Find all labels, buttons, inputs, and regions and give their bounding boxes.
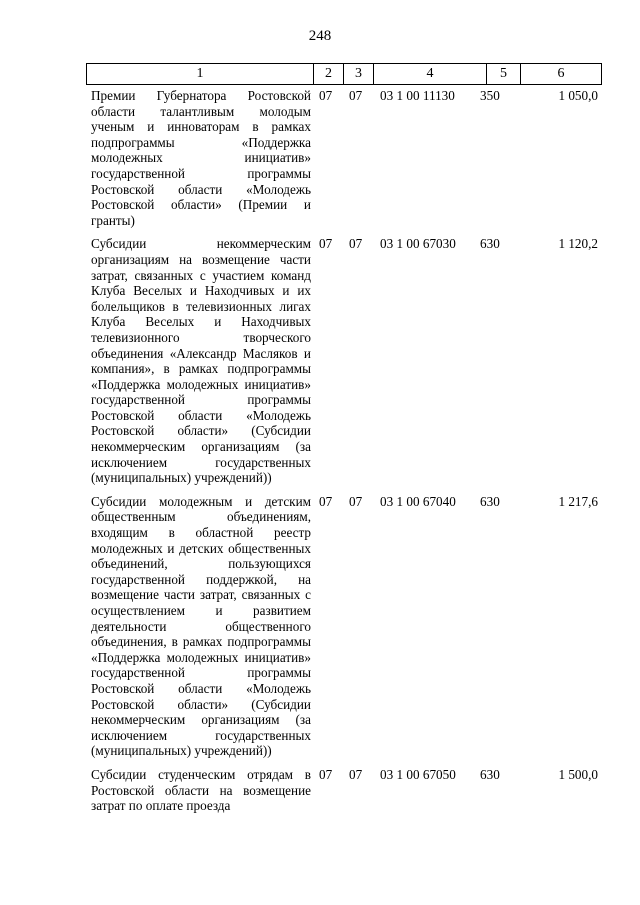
row-target-article: 03 1 00 11130 <box>380 88 455 103</box>
budget-rows <box>86 88 601 822</box>
row-section: 07 <box>319 88 333 103</box>
row-amount: 1 500,0 <box>558 766 598 782</box>
budget-row <box>86 236 601 486</box>
row-description: Субсидии студенческим отрядам в Ростовской области на возмещение затрат по оплате проезда <box>91 766 311 814</box>
row-expense-type: 350 <box>480 88 500 103</box>
column-header-1: 1 <box>87 64 314 85</box>
row-description: Субсидии некоммерческим организациям на возмещение части затрат, связанных с участием команд Клуба Веселых и Находчивых и их болельщиков в телевизионных лигах Клуба Веселых и Находчивых телевизионного творческого объединения «Александр Масляков и компания», в рамках подпрограммы «Поддержка молодежных инициатив» государственной программы Ростовской области «Молодежь Ростовской области» (Субсидии некоммерческим организациям (за исключением государственных (муниципальных) учреждений)) <box>91 236 311 486</box>
column-header-row <box>87 64 602 85</box>
row-expense-type: 630 <box>480 236 500 252</box>
row-section: 07 <box>319 236 333 252</box>
budget-row <box>86 88 601 228</box>
row-expense-type: 630 <box>480 493 500 509</box>
column-header-2: 2 <box>314 64 344 85</box>
column-header-3: 3 <box>344 64 374 85</box>
row-subsection: 07 <box>349 236 363 252</box>
row-subsection: 07 <box>349 766 363 782</box>
column-header-table <box>86 63 602 85</box>
page-number: 248 <box>308 28 332 44</box>
budget-row <box>86 767 601 814</box>
row-description: Премии Губернатора Ростовской области талантливым молодым ученым и инноваторам в рамках подпрограммы «Поддержка молодежных инициатив» государственной программы Ростовской области «Молодежь Ростовской области» (Премии и гранты) <box>91 88 311 228</box>
row-target-article: 03 1 00 67040 <box>380 493 456 509</box>
row-target-article: 03 1 00 67050 <box>380 766 456 782</box>
budget-row <box>86 494 601 759</box>
column-header-5: 5 <box>487 64 521 85</box>
row-expense-type: 630 <box>480 766 500 782</box>
row-subsection: 07 <box>349 493 363 509</box>
row-subsection: 07 <box>349 88 363 103</box>
row-amount: 1 120,2 <box>558 236 598 252</box>
row-section: 07 <box>319 493 333 509</box>
column-header-4: 4 <box>374 64 487 85</box>
row-target-article: 03 1 00 67030 <box>380 236 456 252</box>
row-amount: 1 050,0 <box>558 88 598 103</box>
row-amount: 1 217,6 <box>558 493 598 509</box>
column-header-6: 6 <box>521 64 602 85</box>
row-section: 07 <box>319 766 333 782</box>
row-description: Субсидии молодежным и детским общественным объединениям, входящим в областной реестр молодежных и детских общественных объединений, пользующихся государственной поддержкой, на возмещение части затрат, связанных с осуществлением и развитием деятельности общественного объединения, в рамках подпрограммы «Поддержка молодежных инициатив» государственной программы Ростовской области «Молодежь Ростовской области» (Субсидии некоммерческим организациям (за исключением государственных (муниципальных) учреждений)) <box>91 493 311 759</box>
